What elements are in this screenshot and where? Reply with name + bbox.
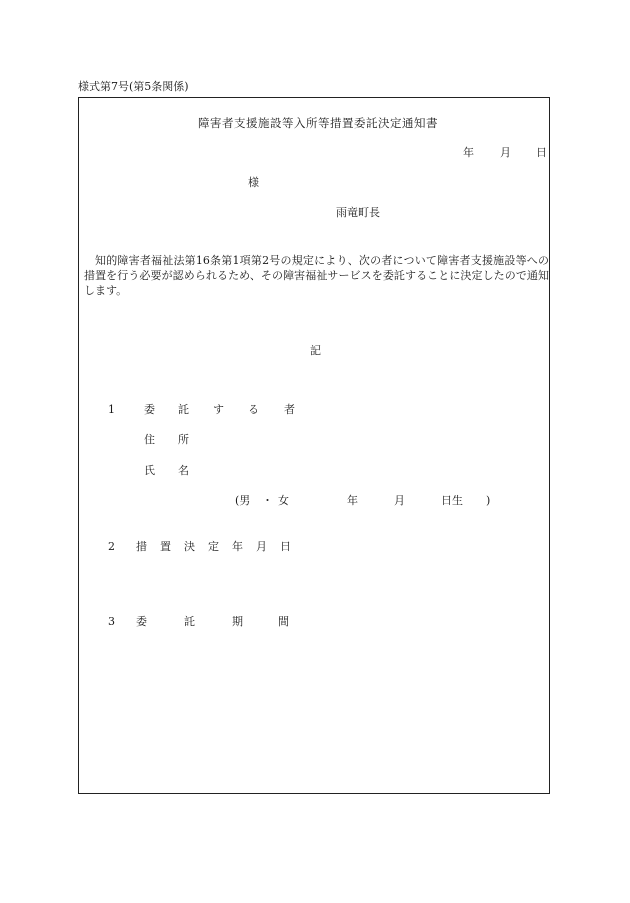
item1-label-char: る: [248, 403, 259, 416]
heading-ki: 記: [310, 344, 321, 357]
gender-female: 女: [278, 494, 289, 507]
item2-number: 2: [108, 540, 115, 553]
date-day-label: 日: [536, 146, 547, 159]
notice-body: 知的障害者福祉法第16条第1項第2号の規定により、次の者について障害者支援施設等への措置を行う必要が認められるため、その障害福祉サービスを委託することに決定したので通知します。: [84, 254, 549, 297]
item1-label-char: す: [213, 403, 224, 416]
document-title: 障害者支援施設等入所等措置委託決定通知書: [198, 116, 438, 130]
item1-label-char: 託: [178, 403, 189, 416]
date-month-label: 月: [500, 146, 511, 159]
name-label-char: 名: [178, 464, 189, 477]
address-label-char: 住: [144, 433, 155, 446]
item3-number: 3: [108, 615, 115, 628]
item3-label-char: 託: [184, 615, 195, 628]
item2-label-char: 決: [184, 540, 195, 553]
issuer-name: 雨竜町長: [336, 206, 380, 219]
birth-month-label: 月: [394, 494, 405, 507]
gender-separator: ・: [262, 494, 273, 507]
item2-label-char: 置: [160, 540, 171, 553]
addressee-suffix: 様: [248, 176, 259, 189]
name-label-char: 氏: [144, 464, 155, 477]
item1-label-char: 委: [144, 403, 155, 416]
birth-year-label: 年: [347, 494, 358, 507]
date-year-label: 年: [463, 146, 474, 159]
birth-day-label: 日生: [441, 494, 463, 507]
birth-close-paren: ): [486, 494, 491, 507]
item3-label-char: 委: [136, 615, 147, 628]
item1-number: 1: [108, 403, 115, 416]
form-number: 様式第7号(第5条関係): [78, 80, 189, 93]
item2-label-char: 定: [208, 540, 219, 553]
item1-label-char: 者: [284, 403, 295, 416]
gender-male: (男: [235, 494, 251, 507]
item2-label-char: 日: [280, 540, 291, 553]
address-label-char: 所: [178, 433, 189, 446]
item3-label-char: 期: [232, 615, 243, 628]
item3-label-char: 間: [278, 615, 289, 628]
item2-label-char: 年: [232, 540, 243, 553]
item2-label-char: 月: [256, 540, 267, 553]
item2-label-char: 措: [136, 540, 147, 553]
